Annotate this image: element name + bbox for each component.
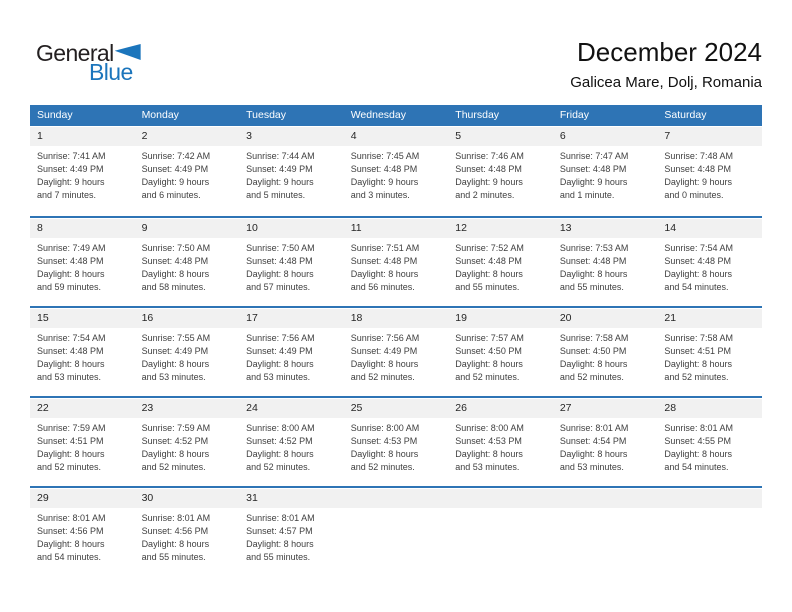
sunrise-text: Sunrise: 7:57 AM [455, 333, 524, 343]
sunrise-text: Sunrise: 7:51 AM [350, 243, 420, 253]
sunset-text: Sunset: 4:53 PM [350, 436, 418, 446]
daylight-text-line2: and 54 minutes. [37, 552, 102, 562]
daylight-text-line1: Daylight: 8 hours [350, 269, 419, 279]
sunset-text: Sunset: 4:51 PM [37, 436, 104, 446]
sunrise-text: Sunrise: 7:55 AM [141, 333, 211, 343]
sunrise-text: Sunrise: 8:00 AM [350, 423, 420, 433]
sunrise-text: Sunrise: 7:50 AM [141, 243, 211, 253]
day-details [135, 238, 240, 294]
day-cell [135, 488, 240, 576]
daylight-text-line1: Daylight: 9 hours [246, 177, 314, 187]
sunset-text: Sunset: 4:54 PM [559, 436, 627, 446]
daylight-text-line1: Daylight: 8 hours [141, 269, 210, 279]
day-number: 13 [553, 219, 658, 238]
day-details [239, 328, 344, 384]
daylight-text-line1: Daylight: 9 hours [455, 177, 523, 187]
day-cell [553, 218, 658, 306]
day-number: 12 [448, 219, 553, 238]
day-cell [657, 218, 762, 306]
empty-day-cell [657, 488, 762, 576]
sunrise-text: Sunrise: 7:53 AM [559, 243, 629, 253]
daylight-text-line2: and 54 minutes. [664, 282, 729, 292]
daylight-text-line1: Daylight: 8 hours [246, 269, 314, 279]
sunset-text: Sunset: 4:48 PM [350, 256, 418, 266]
sunrise-text: Sunrise: 7:58 AM [664, 333, 733, 343]
day-number: 6 [553, 127, 658, 146]
daylight-text-line1: Daylight: 8 hours [350, 449, 419, 459]
daylight-text-line1: Daylight: 8 hours [559, 359, 628, 369]
sunrise-text: Sunrise: 7:46 AM [455, 151, 524, 161]
day-number: 4 [344, 127, 449, 146]
day-number: 9 [135, 219, 240, 238]
weekday-header-cell: Thursday [455, 109, 500, 121]
daylight-text-line1: Daylight: 8 hours [141, 539, 210, 549]
day-number: 19 [448, 309, 553, 328]
day-cell [135, 398, 240, 486]
sunset-text: Sunset: 4:49 PM [141, 346, 209, 356]
empty-day-cell [448, 488, 553, 576]
sunset-text: Sunset: 4:48 PM [350, 164, 418, 174]
sunrise-text: Sunrise: 7:59 AM [141, 423, 211, 433]
daylight-text-line2: and 52 minutes. [559, 372, 624, 382]
day-cell [239, 218, 344, 306]
daylight-text-line2: and 55 minutes. [559, 282, 624, 292]
day-number-band [448, 489, 553, 508]
sunrise-text: Sunrise: 7:54 AM [37, 333, 106, 343]
sunset-text: Sunset: 4:57 PM [246, 526, 313, 536]
sunrise-text: Sunrise: 7:52 AM [455, 243, 524, 253]
week-row [30, 126, 762, 216]
daylight-text-line2: and 53 minutes. [455, 462, 520, 472]
sunset-text: Sunset: 4:52 PM [246, 436, 313, 446]
daylight-text-line2: and 59 minutes. [37, 282, 102, 292]
sunrise-text: Sunrise: 8:01 AM [141, 513, 211, 523]
day-details [657, 328, 762, 384]
sunset-text: Sunset: 4:48 PM [246, 256, 313, 266]
day-number: 27 [553, 399, 658, 418]
daylight-text-line1: Daylight: 8 hours [664, 359, 732, 369]
day-cell [553, 126, 658, 216]
day-details [135, 146, 240, 202]
day-cell [448, 126, 553, 216]
sunrise-text: Sunrise: 7:47 AM [559, 151, 629, 161]
day-cell [30, 308, 135, 396]
daylight-text-line2: and 57 minutes. [246, 282, 311, 292]
sunset-text: Sunset: 4:48 PM [37, 256, 104, 266]
day-cell [448, 398, 553, 486]
day-details [239, 146, 344, 202]
day-details [239, 508, 344, 564]
sunrise-text: Sunrise: 7:56 AM [246, 333, 315, 343]
general-blue-logo [36, 42, 141, 84]
day-details [239, 238, 344, 294]
day-number: 10 [239, 219, 344, 238]
day-cell [344, 398, 449, 486]
day-number: 14 [657, 219, 762, 238]
weekday-header-cell: Sunday [37, 109, 73, 121]
sunrise-text: Sunrise: 7:49 AM [37, 243, 106, 253]
daylight-text-line2: and 52 minutes. [350, 372, 415, 382]
day-cell [30, 126, 135, 216]
sunset-text: Sunset: 4:49 PM [350, 346, 418, 356]
day-number: 22 [30, 399, 135, 418]
calendar-table [30, 105, 762, 576]
day-cell [30, 218, 135, 306]
sunset-text: Sunset: 4:49 PM [37, 164, 104, 174]
daylight-text-line2: and 54 minutes. [664, 462, 729, 472]
sunrise-text: Sunrise: 7:45 AM [350, 151, 420, 161]
day-details [344, 328, 449, 384]
sunrise-text: Sunrise: 7:44 AM [246, 151, 315, 161]
day-cell [448, 308, 553, 396]
day-number: 31 [239, 489, 344, 508]
sunrise-text: Sunrise: 7:58 AM [559, 333, 629, 343]
week-row [30, 486, 762, 576]
daylight-text-line2: and 52 minutes. [141, 462, 206, 472]
day-details [657, 418, 762, 474]
day-cell [657, 308, 762, 396]
daylight-text-line2: and 53 minutes. [37, 372, 102, 382]
daylight-text-line1: Daylight: 9 hours [37, 177, 105, 187]
daylight-text-line1: Daylight: 8 hours [350, 359, 419, 369]
daylight-text-line2: and 53 minutes. [246, 372, 311, 382]
day-cell [344, 126, 449, 216]
daylight-text-line2: and 3 minutes. [350, 190, 410, 200]
sunset-text: Sunset: 4:55 PM [664, 436, 731, 446]
day-number-band [553, 489, 658, 508]
daylight-text-line2: and 53 minutes. [559, 462, 624, 472]
day-number: 1 [30, 127, 135, 146]
daylight-text-line2: and 52 minutes. [350, 462, 415, 472]
daylight-text-line2: and 2 minutes. [455, 190, 515, 200]
week-row [30, 306, 762, 396]
sunset-text: Sunset: 4:56 PM [37, 526, 104, 536]
logo-text-blue: Blue [89, 59, 133, 85]
daylight-text-line2: and 0 minutes. [664, 190, 724, 200]
sunrise-text: Sunrise: 7:50 AM [246, 243, 315, 253]
daylight-text-line2: and 55 minutes. [246, 552, 311, 562]
day-details [553, 238, 658, 294]
day-details [30, 418, 135, 474]
day-cell [239, 398, 344, 486]
day-number: 16 [135, 309, 240, 328]
daylight-text-line1: Daylight: 8 hours [37, 269, 105, 279]
daylight-text-line1: Daylight: 8 hours [559, 269, 628, 279]
day-number-band [657, 489, 762, 508]
sunset-text: Sunset: 4:48 PM [455, 256, 522, 266]
day-number: 5 [448, 127, 553, 146]
weekday-header-cell: Wednesday [350, 109, 406, 121]
day-details [657, 238, 762, 294]
daylight-text-line2: and 55 minutes. [455, 282, 520, 292]
daylight-text-line1: Daylight: 8 hours [455, 449, 523, 459]
day-details [553, 418, 658, 474]
sunset-text: Sunset: 4:52 PM [141, 436, 209, 446]
day-number: 30 [135, 489, 240, 508]
sunset-text: Sunset: 4:56 PM [141, 526, 209, 536]
day-number: 28 [657, 399, 762, 418]
day-details [448, 238, 553, 294]
daylight-text-line1: Daylight: 8 hours [141, 449, 210, 459]
day-number: 2 [135, 127, 240, 146]
sunrise-text: Sunrise: 7:56 AM [350, 333, 420, 343]
sunset-text: Sunset: 4:50 PM [455, 346, 522, 356]
day-details [30, 328, 135, 384]
day-cell [448, 218, 553, 306]
daylight-text-line1: Daylight: 9 hours [559, 177, 628, 187]
week-row [30, 396, 762, 486]
sunset-text: Sunset: 4:48 PM [37, 346, 104, 356]
daylight-text-line1: Daylight: 8 hours [37, 539, 105, 549]
day-details [135, 328, 240, 384]
sunset-text: Sunset: 4:48 PM [141, 256, 209, 266]
day-number: 17 [239, 309, 344, 328]
day-number: 7 [657, 127, 762, 146]
day-number: 21 [657, 309, 762, 328]
daylight-text-line2: and 52 minutes. [455, 372, 520, 382]
day-details [135, 418, 240, 474]
daylight-text-line1: Daylight: 8 hours [664, 449, 732, 459]
day-number: 29 [30, 489, 135, 508]
day-details [135, 508, 240, 564]
day-details [239, 418, 344, 474]
week-row [30, 216, 762, 306]
day-details [344, 146, 449, 202]
daylight-text-line2: and 52 minutes. [37, 462, 102, 472]
daylight-text-line1: Daylight: 9 hours [664, 177, 732, 187]
weekday-header-cell: Friday [559, 109, 590, 121]
day-number: 3 [239, 127, 344, 146]
sunset-text: Sunset: 4:50 PM [559, 346, 627, 356]
day-number: 26 [448, 399, 553, 418]
sunrise-text: Sunrise: 8:00 AM [246, 423, 315, 433]
sunset-text: Sunset: 4:48 PM [455, 164, 522, 174]
sunrise-text: Sunrise: 7:59 AM [37, 423, 106, 433]
daylight-text-line1: Daylight: 8 hours [246, 359, 314, 369]
daylight-text-line1: Daylight: 8 hours [37, 449, 105, 459]
day-details [448, 418, 553, 474]
daylight-text-line1: Daylight: 8 hours [246, 449, 314, 459]
day-details [344, 418, 449, 474]
sunset-text: Sunset: 4:49 PM [246, 346, 313, 356]
daylight-text-line2: and 52 minutes. [246, 462, 311, 472]
daylight-text-line2: and 52 minutes. [664, 372, 729, 382]
day-cell [553, 398, 658, 486]
title-block [570, 38, 762, 91]
day-details [657, 146, 762, 202]
daylight-text-line1: Daylight: 8 hours [664, 269, 732, 279]
day-details [30, 508, 135, 564]
daylight-text-line1: Daylight: 9 hours [350, 177, 419, 187]
empty-day-cell [344, 488, 449, 576]
day-details [553, 146, 658, 202]
day-details [448, 146, 553, 202]
sunrise-text: Sunrise: 7:48 AM [664, 151, 733, 161]
day-cell [344, 308, 449, 396]
daylight-text-line1: Daylight: 8 hours [455, 359, 523, 369]
day-number: 24 [239, 399, 344, 418]
day-cell [135, 218, 240, 306]
daylight-text-line2: and 55 minutes. [141, 552, 206, 562]
sunset-text: Sunset: 4:49 PM [141, 164, 209, 174]
day-cell [553, 308, 658, 396]
weekday-header-cell: Monday [141, 109, 179, 121]
day-cell [135, 126, 240, 216]
day-number: 23 [135, 399, 240, 418]
calendar-weeks [30, 126, 762, 576]
daylight-text-line1: Daylight: 8 hours [455, 269, 523, 279]
daylight-text-line2: and 7 minutes. [37, 190, 97, 200]
weekday-header-row [30, 105, 762, 126]
day-number-band [344, 489, 449, 508]
day-number: 25 [344, 399, 449, 418]
sunrise-text: Sunrise: 7:42 AM [141, 151, 211, 161]
sunset-text: Sunset: 4:48 PM [559, 256, 627, 266]
flag-triangle-icon [115, 44, 141, 60]
daylight-text-line2: and 58 minutes. [141, 282, 206, 292]
sunset-text: Sunset: 4:48 PM [664, 256, 731, 266]
day-details [553, 328, 658, 384]
sunrise-text: Sunrise: 8:00 AM [455, 423, 524, 433]
day-details [344, 238, 449, 294]
day-details [30, 146, 135, 202]
day-cell [30, 488, 135, 576]
page-title: December 2024 [577, 37, 762, 67]
weekday-header-cell: Tuesday [246, 109, 287, 121]
empty-day-cell [553, 488, 658, 576]
weekday-header-cell: Saturday [664, 109, 707, 121]
day-cell [135, 308, 240, 396]
logo-text-general: General [36, 40, 114, 66]
sunrise-text: Sunrise: 8:01 AM [246, 513, 315, 523]
daylight-text-line1: Daylight: 8 hours [559, 449, 628, 459]
sunrise-text: Sunrise: 7:41 AM [37, 151, 106, 161]
day-details [448, 328, 553, 384]
day-number: 18 [344, 309, 449, 328]
day-details [30, 238, 135, 294]
daylight-text-line1: Daylight: 8 hours [141, 359, 210, 369]
sunrise-text: Sunrise: 8:01 AM [559, 423, 629, 433]
sunrise-text: Sunrise: 8:01 AM [37, 513, 106, 523]
sunset-text: Sunset: 4:53 PM [455, 436, 522, 446]
page-subtitle: Galicea Mare, Dolj, Romania [570, 73, 762, 91]
daylight-text-line2: and 1 minute. [559, 190, 615, 200]
sunset-text: Sunset: 4:48 PM [664, 164, 731, 174]
day-number: 15 [30, 309, 135, 328]
day-cell [239, 308, 344, 396]
day-number: 20 [553, 309, 658, 328]
day-cell [239, 126, 344, 216]
day-cell [657, 398, 762, 486]
daylight-text-line2: and 5 minutes. [246, 190, 306, 200]
day-cell [30, 398, 135, 486]
daylight-text-line1: Daylight: 9 hours [141, 177, 210, 187]
sunrise-text: Sunrise: 7:54 AM [664, 243, 733, 253]
sunset-text: Sunset: 4:49 PM [246, 164, 313, 174]
day-cell [239, 488, 344, 576]
sunrise-text: Sunrise: 8:01 AM [664, 423, 733, 433]
daylight-text-line2: and 6 minutes. [141, 190, 201, 200]
daylight-text-line1: Daylight: 8 hours [246, 539, 314, 549]
sunset-text: Sunset: 4:51 PM [664, 346, 731, 356]
daylight-text-line2: and 53 minutes. [141, 372, 206, 382]
day-cell [344, 218, 449, 306]
day-cell [657, 126, 762, 216]
daylight-text-line2: and 56 minutes. [350, 282, 415, 292]
sunset-text: Sunset: 4:48 PM [559, 164, 627, 174]
day-number: 8 [30, 219, 135, 238]
daylight-text-line1: Daylight: 8 hours [37, 359, 105, 369]
day-number: 11 [344, 219, 449, 238]
